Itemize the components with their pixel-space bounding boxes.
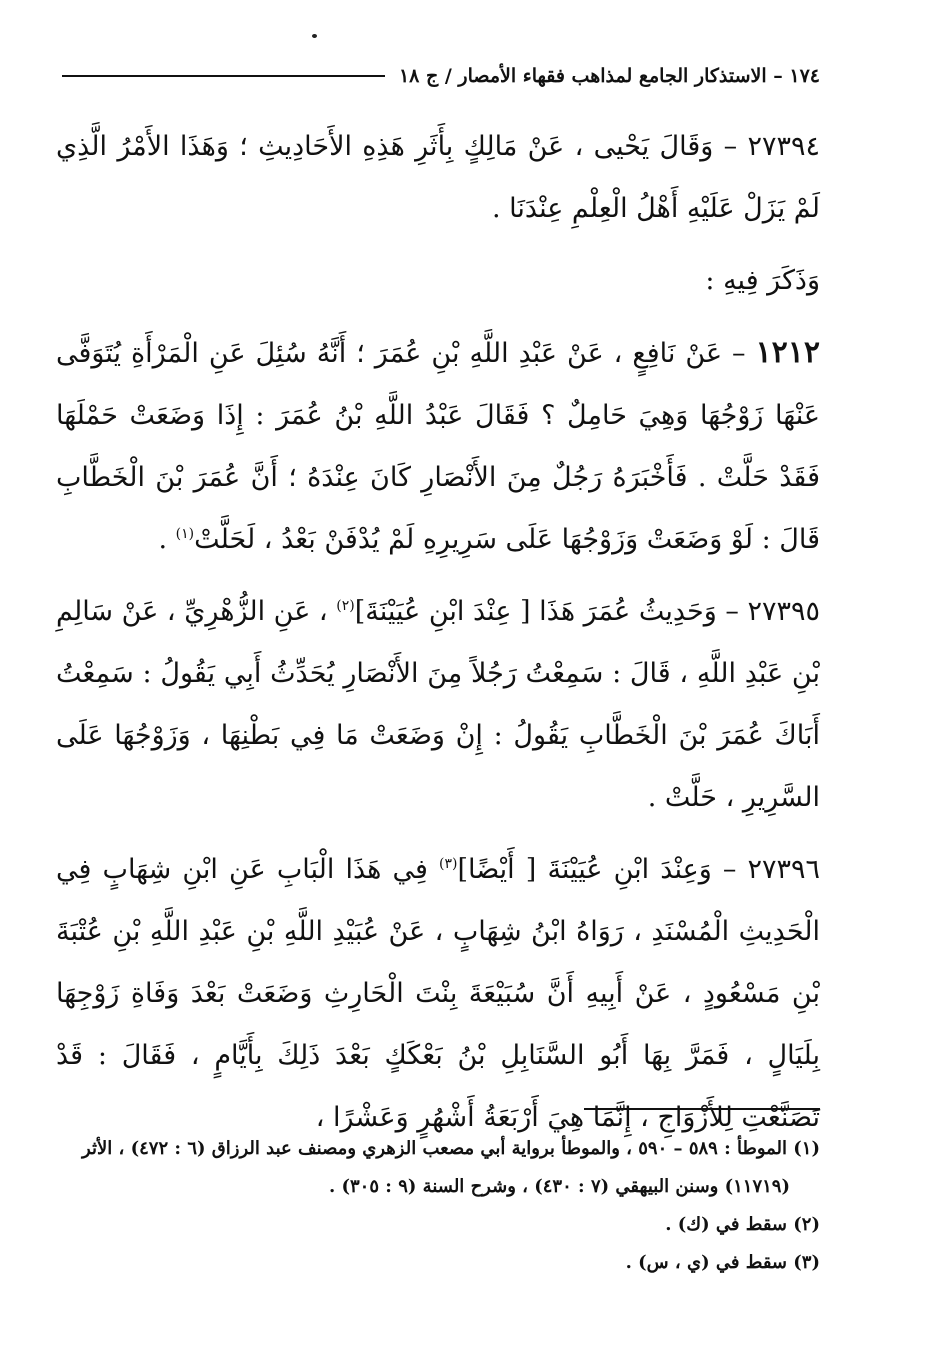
paragraph-27395 <box>56 581 820 829</box>
paragraph-1212 <box>56 322 820 571</box>
ink-speck <box>312 34 317 38</box>
header-text: ١٧٤ – الاستذكار الجامع لمذاهب فقهاء الأمصار / ج ١٨ <box>398 65 820 87</box>
main-text <box>56 116 820 1159</box>
paragraph-text: – وَحَدِيثُ عُمَرَ هَذَا [ عِنْدَ ابْنِ عُيَيْنَةَ] <box>354 596 748 627</box>
footnote-ref-1: (١) <box>175 526 195 542</box>
footnote-ref-2: (٢) <box>336 598 355 614</box>
paragraph-tail: . <box>158 524 176 555</box>
paragraph-intro <box>56 250 820 312</box>
footnote-separator <box>584 1108 820 1110</box>
footnotes <box>56 1130 820 1282</box>
paragraph-number: ١٢١٢ <box>755 335 820 370</box>
footnote-1: (١) الموطأ : ٥٨٩ – ٥٩٠ ، والموطأ برواية أبي مصعب الزهري ومصنف عبد الرزاق (٦ : ٤٧٢) ، الأثر <box>82 1138 820 1159</box>
paragraph-tail: ، عَنِ الزُّهْرِيِّ ، عَنْ سَالِمِ بْنِ عَبْدِ اللَّهِ ، قَالَ : سَمِعْتُ رَجُلاً مِنَ الأَنْصَارِ يُحَدِّثُ أَبِي يَقُولُ : سَمِعْتُ أَبَاكَ عُمَرَ بْنَ الْخَطَّابِ يَقُولُ : إِنْ وَضَعَتْ مَا فِي بَطْنِهَا ، وَزَوْجُهَا عَلَى السَّرِيرِ ، حَلَّتْ . <box>56 596 820 813</box>
paragraph-text: – وَعِنْدَ ابْنِ عُيَيْنَةَ [ أَيْضًا] <box>457 854 748 885</box>
running-header <box>62 58 820 94</box>
paragraph-27394 <box>56 116 820 240</box>
paragraph-number: ٢٧٣٩٥ <box>747 596 820 627</box>
paragraph-text: وَذَكَرَ فِيهِ : <box>705 265 820 296</box>
paragraph-tail: فِي هَذَا الْبَابِ عَنِ ابْنِ شِهَابٍ فِي الْحَدِيثِ الْمُسْنَدِ ، رَوَاهُ ابْنُ شِهَابٍ ، عَنْ عُبَيْدِ اللَّهِ بْنِ عَبْدِ اللَّهِ بْنِ عُتْبَةَ بْنِ مَسْعُودٍ ، عَنْ أَبِيهِ أَنَّ سُبَيْعَةَ بِنْتَ الْحَارِثِ وَضَعَتْ بَعْدَ وَفَاةِ زَوْجِهَا بِلَيَالٍ ، فَمَرَّ بِهَا أَبُو السَّنَابِلِ بْنُ بَعْكَكٍ بَعْدَ ذَلِكَ بِأَيَّامٍ ، فَقَالَ : قَدْ تَصَنَّعْتِ لِلأَزْوَاجِ ، إِنَّمَا هِيَ أَرْبَعَةُ أَشْهُرٍ وَعَشْرًا ، <box>56 854 820 1133</box>
paragraph-27396 <box>56 839 820 1149</box>
paragraph-number: ٢٧٣٩٦ <box>747 854 820 885</box>
footnote-ref-3: (٣) <box>439 856 458 872</box>
paragraph-text: – عَنْ نَافِعٍ ، عَنْ عَبْدِ اللَّهِ بْنِ عُمَرَ ؛ أَنَّهُ سُئِلَ عَنِ الْمَرْأَةِ يُتَوَفَّى عَنْهَا زَوْجُهَا وَهِيَ حَامِلٌ ؟ فَقَالَ عَبْدُ اللَّهِ بْنُ عُمَرَ : إِذَا وَضَعَتْ حَمْلَهَا فَقَدْ حَلَّتْ . فَأَخْبَرَهُ رَجُلٌ مِنَ الأَنْصَارِ كَانَ عِنْدَهُ ؛ أَنَّ عُمَرَ بْنَ الْخَطَّابِ قَالَ : لَوْ وَضَعَتْ وَزَوْجُهَا عَلَى سَرِيرِهِ لَمْ يُدْفَنْ بَعْدُ ، لَحَلَّتْ <box>56 338 820 555</box>
paragraph-text: – وَقَالَ يَحْيى ، عَنْ مَالِكٍ بِأَثَرِ هَذِهِ الأَحَادِيثِ ؛ وَهَذَا الأَمْرُ الَّذِي لَمْ يَزَلْ عَلَيْهِ أَهْلُ الْعِلْمِ عِنْدَنَا . <box>56 131 820 224</box>
paragraph-number: ٢٧٣٩٤ <box>747 131 820 162</box>
header-rule <box>62 75 385 77</box>
footnote-2: (٢) سقط في (ك) . <box>665 1214 820 1235</box>
footnote-3: (٣) سقط في (ي ، س) . <box>625 1252 820 1273</box>
footnote-1-continued: (١١٧١٩) وسنن البيهقي (٧ : ٤٣٠) ، وشرح السنة (٩ : ٣٠٥) . <box>328 1176 790 1197</box>
